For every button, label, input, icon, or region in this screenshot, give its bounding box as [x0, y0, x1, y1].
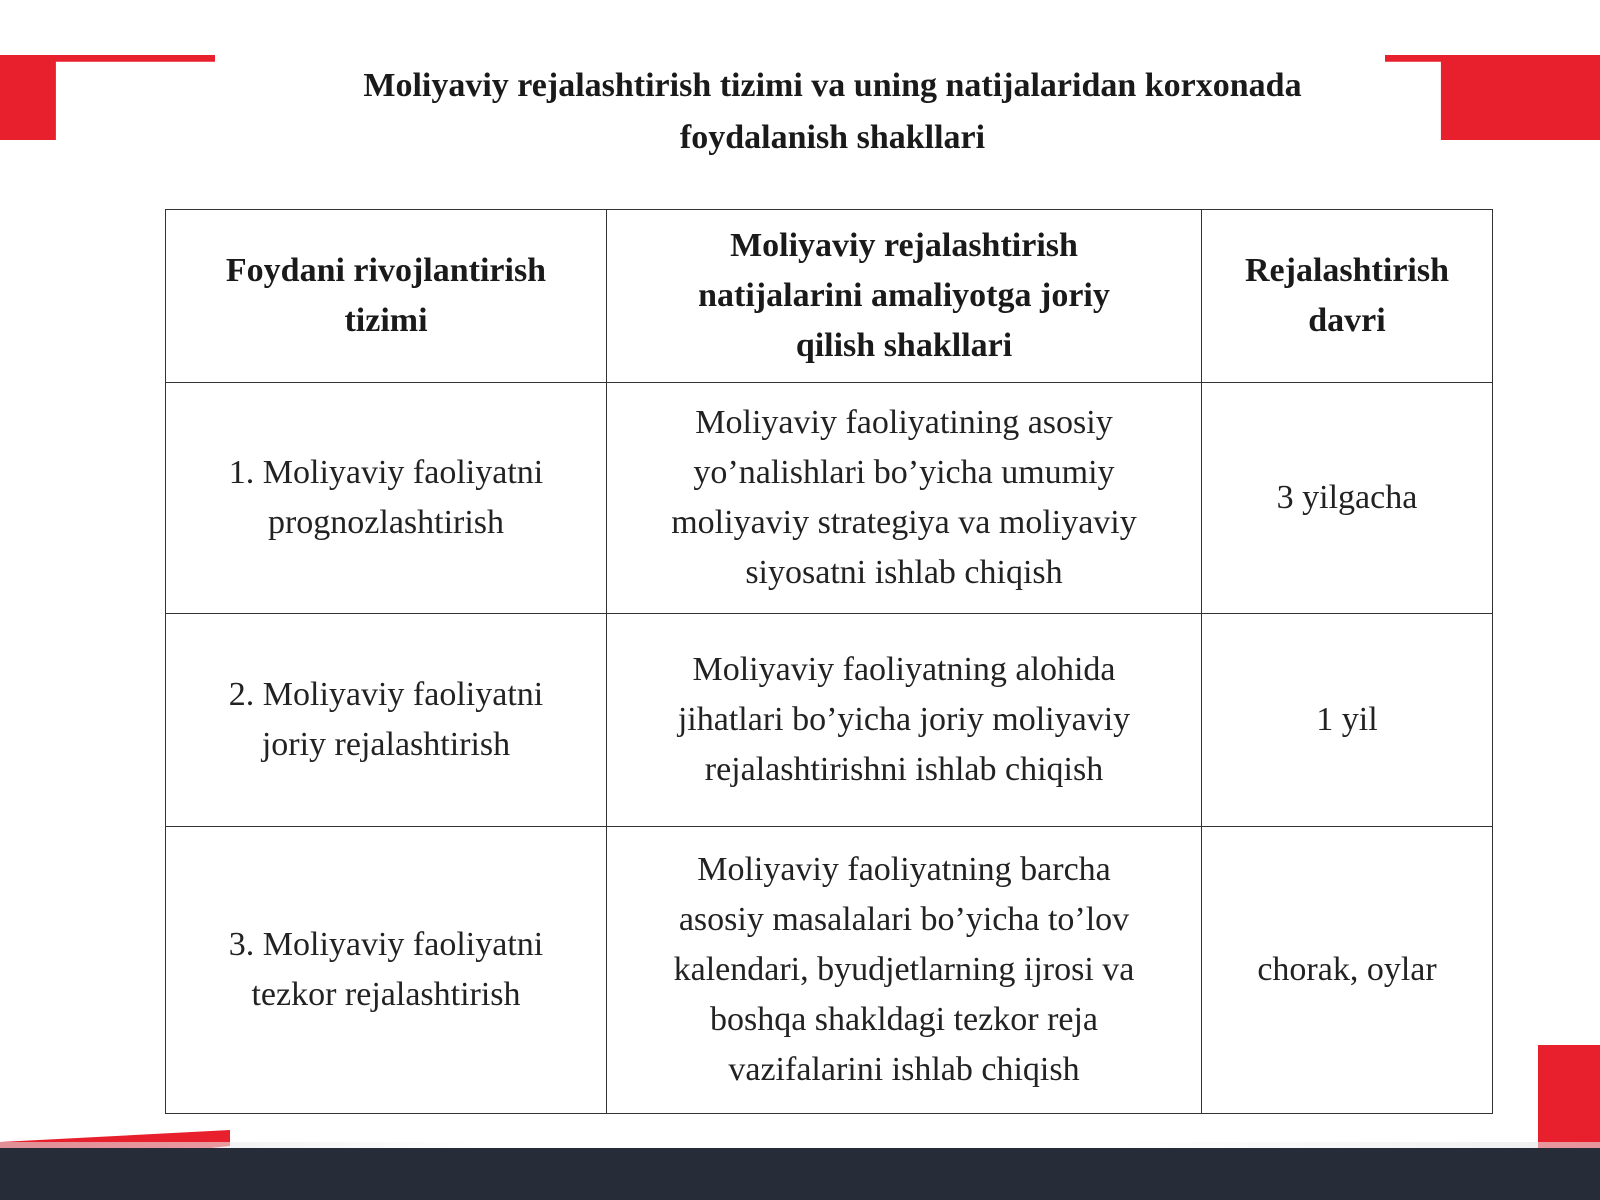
slide-title	[200, 60, 1465, 164]
header-forms-line-3: qilish shakllari	[795, 327, 1013, 364]
header-system-line-2: tizimi	[344, 302, 428, 339]
cell-text-line: 2. Moliyaviy faoliyatni	[228, 676, 544, 713]
cell-text-line: moliyaviy strategiya va moliyaviy	[671, 504, 1137, 541]
table-row	[166, 827, 1493, 1114]
cell-text-line: Moliyaviy faoliyatning alohida	[692, 651, 1116, 688]
header-system	[166, 210, 607, 383]
header-period-line-1: Rejalashtirish	[1245, 252, 1449, 289]
cell-system	[166, 614, 607, 827]
header-forms-line-2: natijalarini amaliyotga joriy	[698, 277, 1110, 314]
header-forms	[607, 210, 1202, 383]
table-header-row	[166, 210, 1493, 383]
cell-text-line: prognozlashtirish	[267, 504, 505, 541]
cell-text-line: kalendari, byudjetlarning ijrosi va	[673, 951, 1135, 988]
header-system-line-1: Foydani rivojlantirish	[225, 252, 547, 289]
bottom-dark-band	[0, 1148, 1600, 1200]
cell-text-line: joriy rejalashtirish	[261, 726, 511, 763]
cell-text-line: yo’nalishlari bo’yicha umumiy	[693, 454, 1115, 491]
cell-text-line: jihatlari bo’yicha joriy moliyaviy	[677, 701, 1131, 738]
cell-text-line: Moliyaviy faoliyatining asosiy	[695, 404, 1113, 441]
cell-text-line: vazifalarini ishlab chiqish	[728, 1051, 1080, 1088]
cell-system	[166, 383, 607, 614]
cell-text-line: siyosatni ishlab chiqish	[745, 554, 1063, 591]
header-period-line-2: davri	[1308, 302, 1386, 339]
cell-forms	[607, 383, 1202, 614]
red-corner-accent-top-left	[0, 55, 215, 140]
cell-system	[166, 827, 607, 1114]
cell-text-line: asosiy masalalari bo’yicha to’lov	[678, 901, 1130, 938]
slide-title-line-2: foydalanish shakllari	[679, 119, 986, 156]
cell-period: chorak, oylar	[1202, 827, 1493, 1114]
cell-text-line: 1. Moliyaviy faoliyatni	[228, 454, 544, 491]
planning-table	[165, 209, 1493, 1114]
cell-text-line: rejalashtirishni ishlab chiqish	[704, 751, 1104, 788]
cell-forms	[607, 614, 1202, 827]
cell-period: 1 yil	[1202, 614, 1493, 827]
cell-period: 3 yilgacha	[1202, 383, 1493, 614]
cell-forms	[607, 827, 1202, 1114]
cell-text-line: boshqa shakldagi tezkor reja	[709, 1001, 1099, 1038]
header-forms-line-1: Moliyaviy rejalashtirish	[730, 227, 1078, 264]
red-corner-accent-bottom-right	[1538, 1045, 1600, 1155]
header-period	[1202, 210, 1493, 383]
cell-text-line: 3. Moliyaviy faoliyatni	[228, 926, 544, 963]
slide-title-line-1: Moliyaviy rejalashtirish tizimi va uning natijalaridan korxonada	[363, 67, 1302, 104]
table-row	[166, 383, 1493, 614]
table-row	[166, 614, 1493, 827]
cell-text-line: tezkor rejalashtirish	[251, 976, 521, 1013]
cell-text-line: Moliyaviy faoliyatning barcha	[697, 851, 1111, 888]
